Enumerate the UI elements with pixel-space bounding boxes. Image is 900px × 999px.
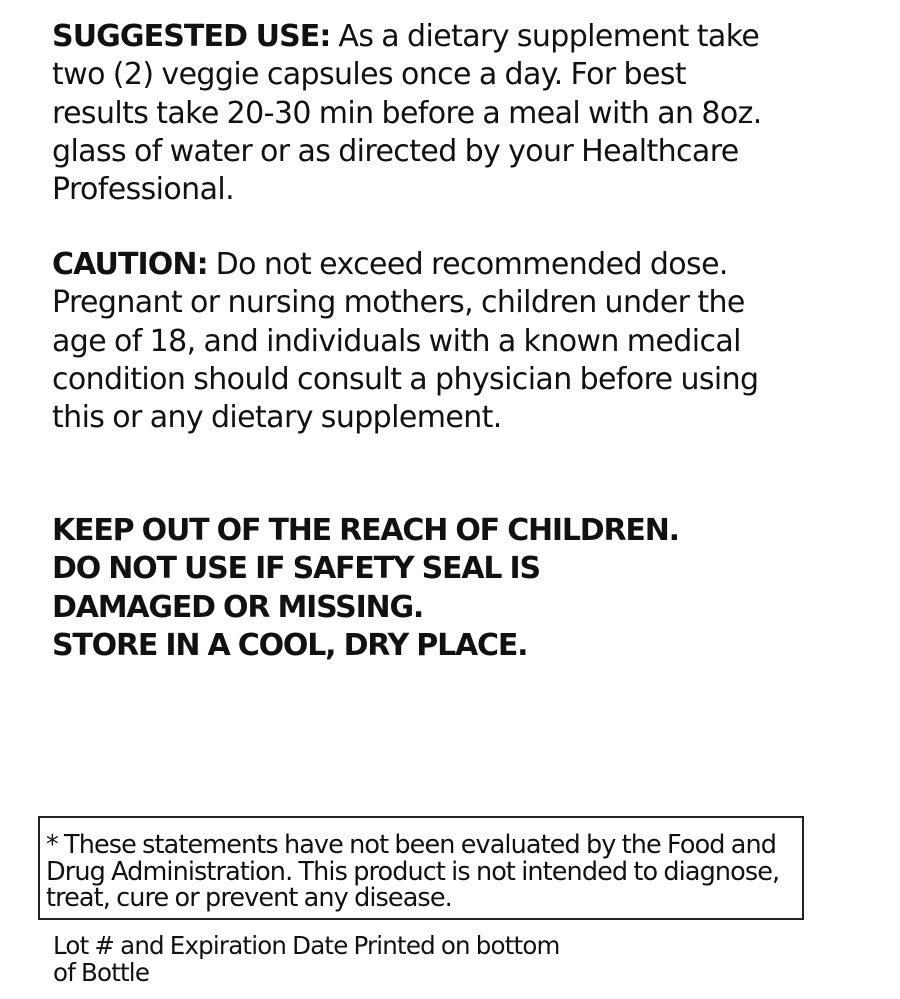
warning-storage: STORE IN A COOL, DRY PLACE.: [52, 627, 528, 663]
lot-expiration-note: Lot # and Expiration Date Printed on bottom of Bottle: [53, 931, 560, 987]
warnings-block: [52, 512, 772, 665]
warning-damaged-or-missing: DAMAGED OR MISSING.: [52, 589, 424, 625]
caution-paragraph: [52, 246, 772, 437]
suggested-use-label: SUGGESTED USE:: [52, 19, 331, 54]
fda-disclaimer-box: [38, 816, 804, 920]
warning-keep-out-of-reach: KEEP OUT OF THE REACH OF CHILDREN.: [52, 513, 679, 548]
warning-safety-seal: DO NOT USE IF SAFETY SEAL IS: [52, 551, 540, 587]
suggested-use-paragraph: [52, 18, 772, 209]
caution-text: Do not exceed recommended dose. Pregnant or nursing mothers, children under the age of 18, and individuals with a known medical condition should consult a physician before using this or any dietary supplement.: [52, 247, 759, 436]
suggested-use-text: As a dietary supplement take two (2) veggie capsules once a day. For best results take 20-30 min before a meal with an 8oz. glass of water or as directed by your Healthcare Professional.: [52, 19, 762, 208]
fda-disclaimer-text: * These statements have not been evaluated by the Food and Drug Administration. This product is not intended to diagnose, treat, cure or prevent any disease.: [46, 830, 780, 913]
caution-label: CAUTION:: [52, 247, 208, 282]
